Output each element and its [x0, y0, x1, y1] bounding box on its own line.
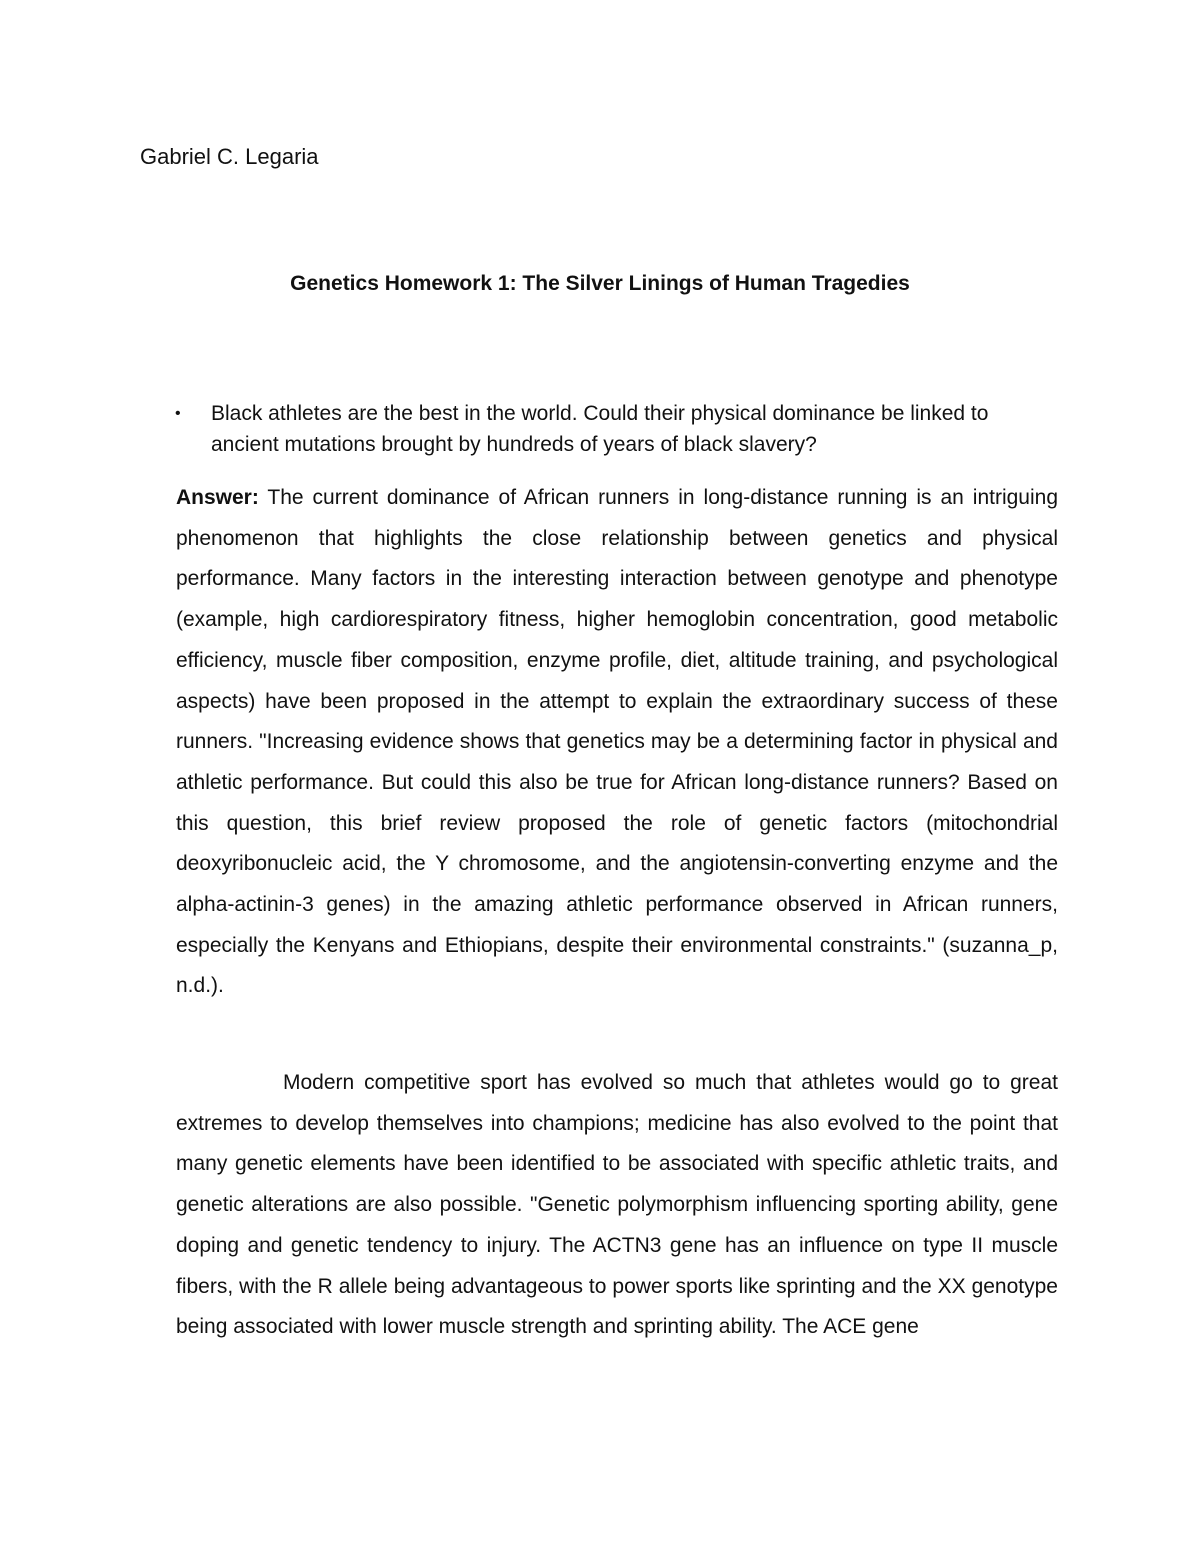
body-paragraph: Modern competitive sport has evolved so much that athletes would go to great extremes to develop themselves into champions; medicine has also evolved to the point that many genetic elements have been identified to be associated with specific athletic traits, and genetic alterations are also possible. "Genetic polymorphism influencing sporting ability, gene doping and genetic tendency to injury. The ACTN3 gene has an influence on type II muscle fibers, with the R allele being advantageous to power sports like sprinting and the XX genotype being associated with lower muscle strength and sprinting ability. The ACE gene [176, 1071, 1058, 1339]
answer-label: Answer: [176, 486, 259, 509]
bullet-icon: • [175, 405, 181, 422]
question-item [175, 398, 1060, 460]
author-name: Gabriel C. Legaria [140, 144, 319, 169]
answer-text: The current dominance of African runners in long-distance running is an intriguing phenomenon that highlights the close relationship between genetics and physical performance. Many factors in the interesting interaction between genotype and phenotype (example, high cardiorespiratory fitness, higher hemoglobin concentration, good metabolic efficiency, muscle fiber composition, enzyme profile, diet, altitude training, and psychological aspects) have been proposed in the attempt to explain the extraordinary success of these runners. "Increasing evidence shows that genetics may be a determining factor in physical and athletic performance. But could this also be true for African long-distance runners? Based on this question, this brief review proposed the role of genetic factors (mitochondrial deoxyribonucleic acid, the Y chromosome, and the angiotensin-converting enzyme and the alpha-actinin-3 genes) in the amazing athletic performance observed in African runners, especially the Kenyans and Ethiopians, despite their environmental constraints." (suzanna_p, n.d.). [176, 486, 1058, 998]
answer-paragraph [176, 478, 1058, 1007]
question-list [175, 398, 1060, 460]
document-title: Genetics Homework 1: The Silver Linings of Human Tragedies [290, 272, 910, 295]
question-text: Black athletes are the best in the world. Could their physical dominance be linked to ancient mutations brought by hundreds of years of black slavery? [211, 402, 989, 456]
